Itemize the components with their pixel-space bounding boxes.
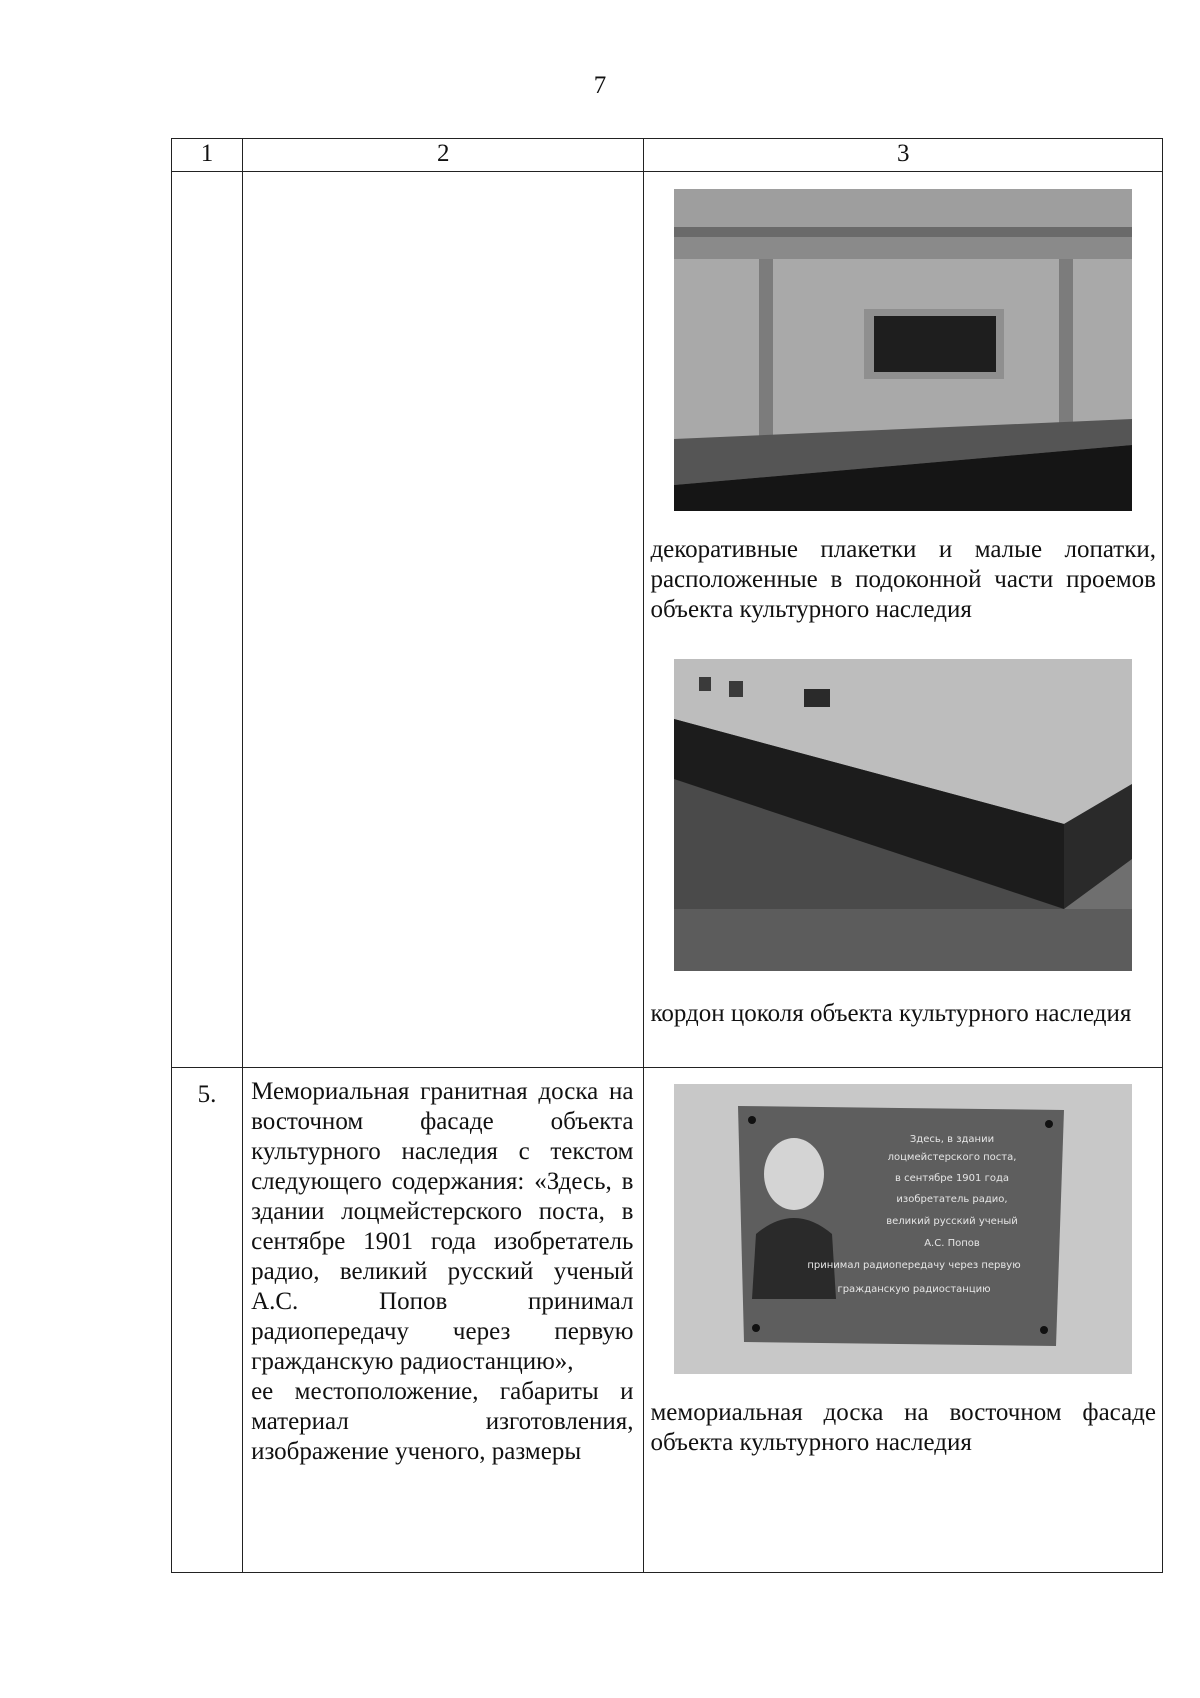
caption-plaquettes: декоративные плакетки и малые лопатки, расположенные в подоконной части проемов объекта культурного наследия [650, 536, 1156, 623]
plaquette-photo [674, 189, 1132, 511]
heritage-table [171, 138, 1163, 1573]
table-header-row [172, 139, 1163, 172]
row-description [243, 1068, 644, 1573]
plaque-line-5: великий русский ученый [886, 1216, 1018, 1227]
plaque-line-6: А.С. Попов [924, 1238, 980, 1249]
plaque-line-1: Здесь, в здании [910, 1134, 995, 1145]
page-number: 7 [593, 72, 607, 99]
header-col-2: 2 [243, 139, 644, 172]
caption-plinth: кордон цоколя объекта культурного наследия [650, 1000, 1132, 1027]
caption-memorial-plaque: мемориальная доска на восточном фасаде объекта культурного наследия [650, 1399, 1156, 1456]
photo-cell [644, 172, 1163, 1068]
header-col-3: 3 [644, 139, 1163, 172]
row-description-empty [243, 172, 644, 1068]
plaque-line-3: в сентябре 1901 года [895, 1173, 1010, 1184]
plaque-line-7: принимал радиопередачу через первую [807, 1260, 1021, 1271]
row-number: 5. [172, 1068, 243, 1573]
memorial-plaque-photo [674, 1084, 1132, 1374]
description-part-1: Мемориальная гранитная доска на восточном фасаде объекта культурного наследия с текстом следующего содержания: «Здесь, в здании лоцмейстерского поста, в сентябре 1901 года изобретатель радио, великий русский ученый А.С. Попов принимал радиопередачу через первую гражданскую радиостанцию», [251, 1078, 634, 1375]
plaque-line-2: лоцмейстерского поста, [887, 1152, 1017, 1163]
row-number-empty [172, 172, 243, 1068]
photo-cell-5 [644, 1068, 1163, 1573]
table-row-continued [172, 172, 1163, 1068]
plaque-line-4: изобретатель радио, [896, 1194, 1008, 1205]
table-row-5 [172, 1068, 1163, 1573]
plinth-photo [674, 659, 1132, 971]
plaque-line-8: гражданскую радиостанцию [837, 1284, 991, 1295]
description-part-2: ее местоположение, габариты и материал изготовления, изображение ученого, размеры [251, 1378, 634, 1465]
header-col-1: 1 [172, 139, 243, 172]
